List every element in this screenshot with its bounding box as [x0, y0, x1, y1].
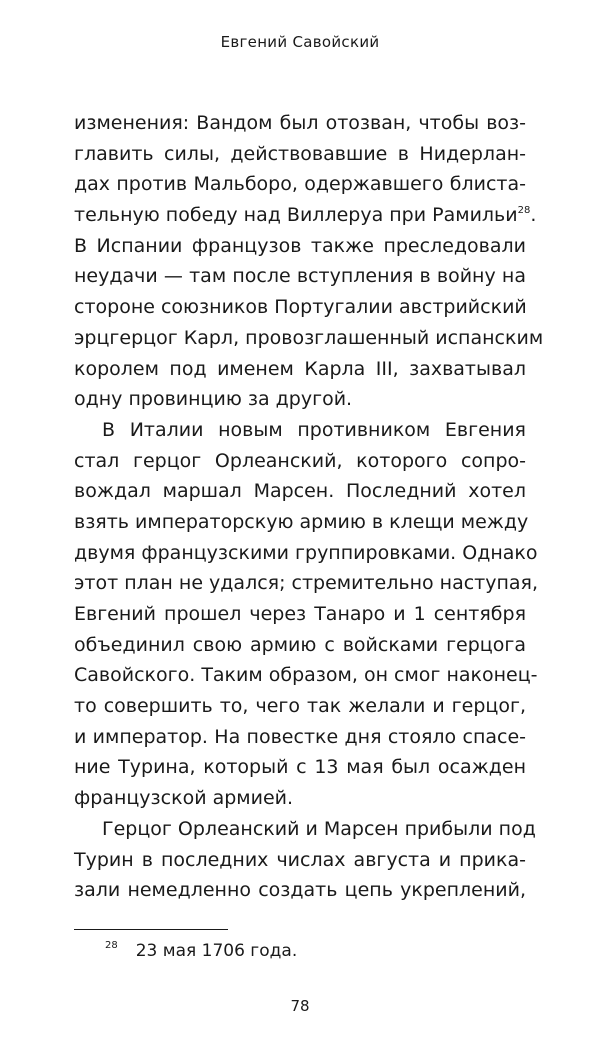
- text-line: стороне союзников Португалии австрийский: [74, 296, 527, 319]
- text-line: этот план не удался; стремительно наступая,: [74, 572, 539, 595]
- footnote-text: 23 мая 1706 года.: [135, 941, 298, 961]
- text-line: эрцгерцог Карл, провозглашенный испанским: [74, 326, 544, 349]
- paragraph: [74, 415, 539, 814]
- text-line: то совершить то, чего так желали и герцог,: [74, 695, 526, 718]
- text-line: и император. На повестке дня стояло спасе-: [74, 725, 526, 748]
- text-line-content: тельную победу над Виллеруа при Рамильи: [74, 204, 518, 227]
- text-line: вождал маршал Марсен. Последний хотел: [74, 480, 526, 503]
- text-line: Герцог Орлеанский и Марсен прибыли под: [102, 817, 536, 840]
- text-line: королем под именем Карла III, захватывал: [74, 357, 526, 380]
- running-head: Евгений Савойский: [220, 33, 380, 51]
- text-line: изменения: Вандом был отозван, чтобы воз-: [74, 112, 526, 134]
- footnote-number: 28: [105, 940, 118, 951]
- footnote-divider: [74, 929, 228, 930]
- text-line: главить силы, действовавшие в Нидерлан-: [74, 142, 526, 165]
- text-line: французской армией.: [74, 787, 294, 810]
- text-line: В Испании французов также преследовали: [74, 234, 526, 257]
- text-line: Евгений прошел через Танаро и 1 сентября: [74, 603, 526, 625]
- text-line: тельную победу над Виллеруа при Рамильи$^{28}$.: [74, 204, 537, 227]
- text-line: двумя французскими группировками. Однако: [74, 541, 538, 564]
- page-number: 78: [290, 997, 310, 1015]
- text-line: неудачи — там после вступления в войну на: [74, 265, 526, 288]
- text-line: одну провинцию за другой.: [74, 388, 353, 411]
- text-line: стал герцог Орлеанский, которого сопро-: [74, 449, 526, 472]
- text-line: В Италии новым противником Евгения: [102, 418, 526, 441]
- text-line: объединил свою армию с войсками герцога: [74, 633, 526, 656]
- text-line: зали немедленно создать цепь укреплений,: [74, 879, 526, 902]
- text-line: взять императорскую армию в клещи между: [74, 510, 529, 533]
- body-text: [74, 108, 544, 906]
- paragraph: [74, 814, 536, 906]
- text-line: Турин в последних числах августа и прика-: [74, 848, 526, 871]
- footnote-reference: 28: [517, 205, 531, 217]
- paragraph: [74, 108, 544, 415]
- text-line: ние Турина, который с 13 мая был осажден: [74, 756, 526, 779]
- text-line: дах против Мальборо, одержавшего блиста-: [74, 173, 526, 196]
- footnote: [105, 940, 297, 961]
- text-line: Савойского. Таким образом, он смог наконец-: [74, 664, 538, 687]
